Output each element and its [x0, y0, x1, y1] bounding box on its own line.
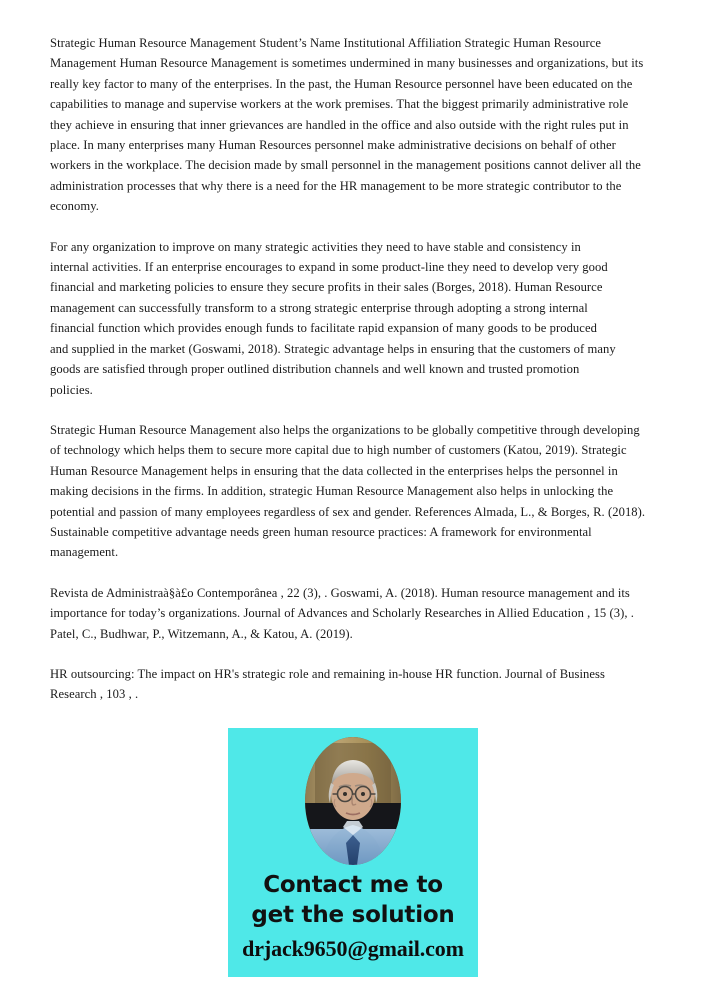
promo-headline-line-2: get the solution	[251, 902, 455, 928]
promo-email-address[interactable]: drjack9650@gmail.com	[242, 936, 464, 961]
portrait-photo	[305, 737, 401, 865]
promo-headline-line-1: Contact me to	[263, 872, 443, 898]
document-text-body	[50, 33, 650, 705]
paragraph-4-references: Revista de Administraà§à£o Contemporânea , 22 (3), . Goswami, A. (2018). Human resource management and its importance for today’s organizations. Journal of Advances and Scholarly Researches in Allied Education , 15 (3), . Patel, C., Budhwar, P., Witzemann, A., & Katou, A. (2019).	[50, 585, 635, 641]
paragraph-5: HR outsourcing: The impact on HR's strategic role and remaining in-house HR function. Journal of Business Research , 103 , .	[50, 666, 605, 702]
contact-promo-overlay[interactable]	[228, 728, 478, 977]
promo-photo-frame	[305, 737, 401, 865]
paragraph-2: For any organization to improve on many strategic activities they need to have stable and consistency in internal activities. If an enterprise encourages to expand in some product-line they need to develop very good financial and marketing policies to ensure they secure profits in their sales (Borges, 2018). Human Resource management can successfully transform to a strong strategic enterprise through adopting a strong internal financial function which provides enough funds to facilitate rapid expansion of many goods to be produced and supplied in the market (Goswami, 2018). Strategic advantage helps in ensuring that the customers of many goods are satisfied through proper outlined distribution channels and well known and trusted promotion policies.	[50, 239, 616, 397]
portrait-photo-image	[305, 737, 401, 865]
paragraph-1: Strategic Human Resource Management Student’s Name Institutional Affiliation Strategic Human Resource Management Human Resource Management is sometimes undermined in many businesses and organizations, but its really key factor to many of the enterprises. In the past, the Human Resource personnel have been educated on the capabilities to manage and supervise workers at the work premises. That the biggest primarily administrative role they achieve in ensuring that inner grievances are handled in the office and also outside with the right rules put in place. In many enterprises many Human Resources personnel make administrative decisions on behalf of other workers in the workplace. The decision made by small personnel in the management positions cannot deliver all the administration processes that why there is a need for the HR management to be more strategic contributor to the economy.	[50, 36, 644, 214]
paragraph-3: Strategic Human Resource Management also helps the organizations to be globally competitive through developing of technology which helps them to secure more capital due to high number of customers (Katou, 2019). Strategic Human Resource Management helps in ensuring that the data collected in the enterprises helps the personnel in making decisions in the firms. In addition, strategic Human Resource Management also helps in unlocking the potential and passion of many employees regardless of sex and gender. References Almada, L., & Borges, R. (2018). Sustainable competitive advantage needs green human resource practices: A framework for environmental management.	[50, 422, 646, 560]
promo-text-block	[228, 870, 478, 963]
